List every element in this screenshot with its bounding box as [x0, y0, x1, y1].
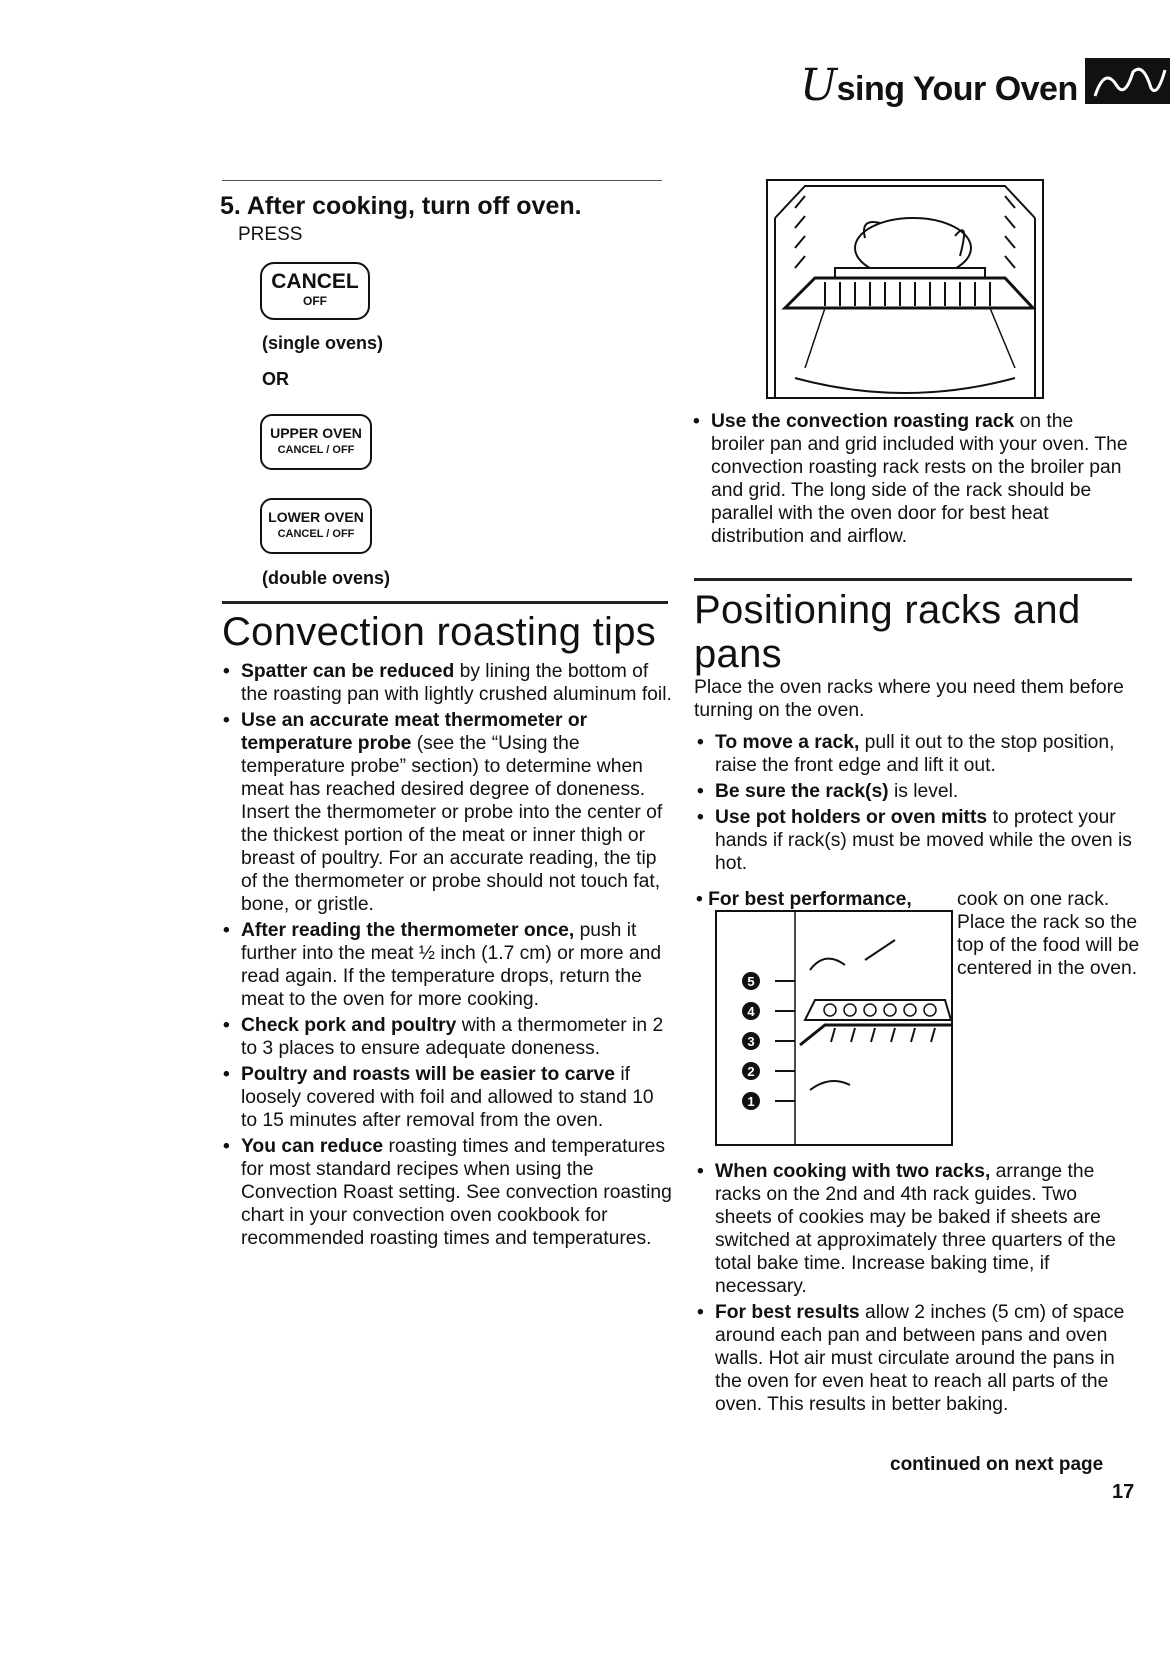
cancel-button-line1: CANCEL: [271, 270, 359, 293]
step-divider: [222, 180, 662, 181]
rack-number-4: [742, 1002, 760, 1020]
convection-rule: [222, 601, 668, 604]
positioning-rule: [694, 578, 1132, 581]
lower-oven-line2: CANCEL / OFF: [277, 528, 355, 540]
list-item: • After reading the thermometer once, push it further into the meat ½ inch (1.7 cm) or more and read again. If the temperature drops, return the meat to the oven for more cooking.: [223, 920, 662, 1010]
best-performance-lead: • For best performance,: [696, 889, 912, 910]
cancel-button-line2: OFF: [303, 294, 327, 308]
continued-note: continued on next page: [890, 1454, 1104, 1475]
roasting-rack-tip: [692, 410, 1132, 551]
list-item: • Check pork and poultry with a thermometer in 2 to 3 places to ensure adequate doneness.: [223, 1015, 664, 1059]
list-item: • Be sure the rack(s) is level.: [697, 781, 959, 802]
lower-oven-cancel-button[interactable]: [260, 498, 372, 554]
page-number: 17: [1112, 1481, 1135, 1503]
list-item: • When cooking with two racks, arrange the racks on the 2nd and 4th rack guides. Two sheets of cookies may be baked if sheets are switched at approximately three quarters of the total bake time. Increase baking time, if necessary.: [697, 1161, 1116, 1297]
best-performance-text: cook on one rack. Place the rack so the top of the food will be centered in the oven.: [957, 889, 1140, 979]
header-title-rest: sing Your Oven: [836, 70, 1078, 108]
svg-text:4: 4: [747, 1004, 755, 1019]
list-item: • Poultry and roasts will be easier to carve if loosely covered with foil and allowed to stand 10 to 15 minutes after removal from the oven.: [223, 1064, 654, 1131]
step-5-title: 5. After cooking, turn off oven.: [220, 192, 582, 220]
single-ovens-note: (single ovens): [262, 333, 384, 353]
list-item: • For best results allow 2 inches (5 cm) of space around each pan and between pans and oven walls. Hot air must circulate around the pans in the oven for even heat to reach all parts of the oven. This results in better baking.: [697, 1302, 1125, 1415]
svg-text:5: 5: [747, 974, 755, 989]
list-item: • Use pot holders or oven mitts to protect your hands if rack(s) must be moved while the oven is hot.: [697, 807, 1132, 874]
list-item: • To move a rack, pull it out to the stop position, raise the front edge and lift it out.: [697, 732, 1115, 776]
rack-positions-illustration: [715, 910, 955, 1146]
svg-text:2: 2: [747, 1064, 755, 1079]
svg-text:1: 1: [747, 1094, 755, 1109]
lower-oven-line1: LOWER OVEN: [268, 509, 364, 525]
positioning-list: [696, 731, 1136, 878]
positioning-list-2: [696, 1160, 1136, 1419]
rack-number-5: [742, 972, 760, 990]
list-item: • You can reduce roasting times and temperatures for most standard recipes when using the Convection Roast setting. See convection roasting chart in your convection oven cookbook for recommended roasting times and temperatures.: [223, 1136, 672, 1249]
list-item: • Use the convection roasting rack on the broiler pan and grid included with your oven. The convection roasting rack rests on the broiler pan and grid. The long side of the rack should be parallel with the oven door for best heat distribution and airflow.: [693, 411, 1128, 547]
rack-number-3: [742, 1032, 760, 1050]
header-badge-graphic: [1085, 58, 1170, 104]
double-ovens-note: (double ovens): [262, 568, 391, 588]
cancel-off-button[interactable]: [260, 262, 370, 320]
upper-oven-cancel-button[interactable]: [260, 414, 372, 470]
convection-tips-list: [222, 660, 672, 1253]
header-script-letter: U: [800, 60, 837, 111]
svg-text:3: 3: [747, 1034, 755, 1049]
page-header-title: [800, 60, 1078, 111]
rack-number-1: [742, 1092, 760, 1110]
press-label: PRESS: [238, 224, 303, 245]
list-item: • Spatter can be reduced by lining the bottom of the roasting pan with lightly crushed aluminum foil.: [223, 661, 672, 705]
positioning-intro: Place the oven racks where you need them before turning on the oven.: [694, 677, 1124, 721]
rack-number-2: [742, 1062, 760, 1080]
convection-title: Convection roasting tips: [222, 610, 657, 654]
upper-oven-line2: CANCEL / OFF: [277, 444, 355, 456]
list-item: • Use an accurate meat thermometer or temperature probe (see the “Using the temperature probe” section) to determine when meat has reached desired degree of doneness. Insert the thermometer or probe into the center of the thickest portion of the meat or inner thigh or breast of poultry. For an accurate reading, the tip of the thermometer or probe should not touch fat, bone, or gristle.: [223, 710, 663, 915]
or-label: OR: [262, 369, 289, 389]
upper-oven-line1: UPPER OVEN: [270, 425, 362, 441]
positioning-title: Positioning racks and pans: [694, 588, 1081, 676]
oven-roasting-illustration: [765, 178, 1045, 400]
